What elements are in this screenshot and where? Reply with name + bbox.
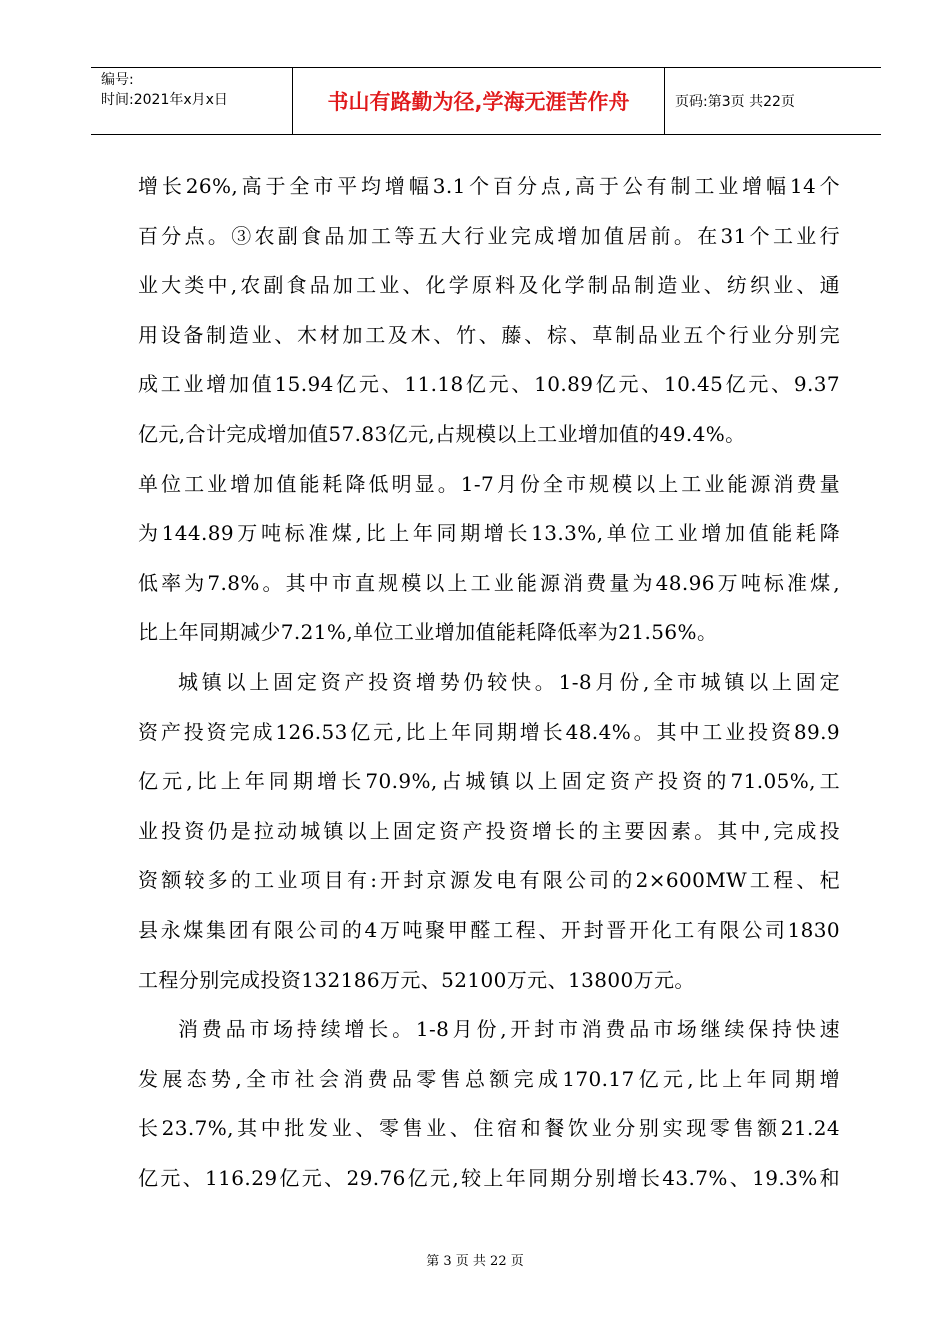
document-body (138, 162, 840, 1203)
body-line: 消费品市场持续增长。1-8月份,开封市消费品市场继续保持快速 (178, 1017, 840, 1042)
header-page-number: 页码:第3页 共22页 (675, 94, 795, 110)
body-line: 工程分别完成投资132186万元、52100万元、13800万元。 (138, 967, 695, 992)
body-line: 亿元,比上年同期增长70.9%,占城镇以上固定资产投资的71.05%,工 (138, 769, 840, 794)
page-footer: 第 3 页 共 22 页 (426, 1254, 524, 1269)
body-line: 比上年同期减少7.21%,单位工业增加值能耗降低率为21.56%。 (138, 620, 718, 645)
body-line: 用设备制造业、木材加工及木、竹、藤、棕、草制品业五个行业分别完 (138, 322, 840, 347)
body-line: 县永煤集团有限公司的4万吨聚甲醛工程、开封晋开化工有限公司1830 (138, 917, 840, 942)
body-line: 资额较多的工业项目有:开封京源发电有限公司的2×600MW工程、杞 (138, 868, 840, 893)
body-line: 低率为7.8%。其中市直规模以上工业能源消费量为48.96万吨标准煤, (138, 570, 840, 595)
body-line: 亿元、116.29亿元、29.76亿元,较上年同期分别增长43.7%、19.3%和 (138, 1165, 840, 1190)
body-line: 城镇以上固定资产投资增势仍较快。1-8月份,全市城镇以上固定 (178, 669, 840, 694)
body-line: 长23.7%,其中批发业、零售业、住宿和餐饮业分别实现零售额21.24 (138, 1116, 840, 1141)
header-meta (91, 68, 293, 134)
body-line: 单位工业增加值能耗降低明显。1-7月份全市规模以上工业能源消费量 (138, 471, 840, 496)
body-line: 成工业增加值15.94亿元、11.18亿元、10.89亿元、10.45亿元、9.37 (138, 372, 840, 397)
page-header (91, 67, 881, 135)
header-motto: 书山有路勤为径,学海无涯苦作舟 (293, 68, 665, 134)
body-line: 增长26%,高于全市平均增幅3.1个百分点,高于公有制工业增幅14个 (138, 174, 840, 198)
document-date: 时间:2021年x月x日 (101, 92, 228, 108)
body-line: 百分点。③农副食品加工等五大行业完成增加值居前。在31个工业行 (138, 223, 840, 248)
body-line: 为144.89万吨标准煤,比上年同期增长13.3%,单位工业增加值能耗降 (138, 521, 840, 546)
body-line: 业大类中,农副食品加工业、化学原料及化学制品制造业、纺织业、通 (138, 273, 840, 298)
body-line: 业投资仍是拉动城镇以上固定资产投资增长的主要因素。其中,完成投 (138, 818, 840, 843)
body-line: 亿元,合计完成增加值57.83亿元,占规模以上工业增加值的49.4%。 (138, 421, 746, 446)
document-number: 编号: (101, 72, 134, 88)
body-line: 发展态势,全市社会消费品零售总额完成170.17亿元,比上年同期增 (138, 1066, 840, 1091)
body-line: 资产投资完成126.53亿元,比上年同期增长48.4%。其中工业投资89.9 (138, 719, 840, 744)
